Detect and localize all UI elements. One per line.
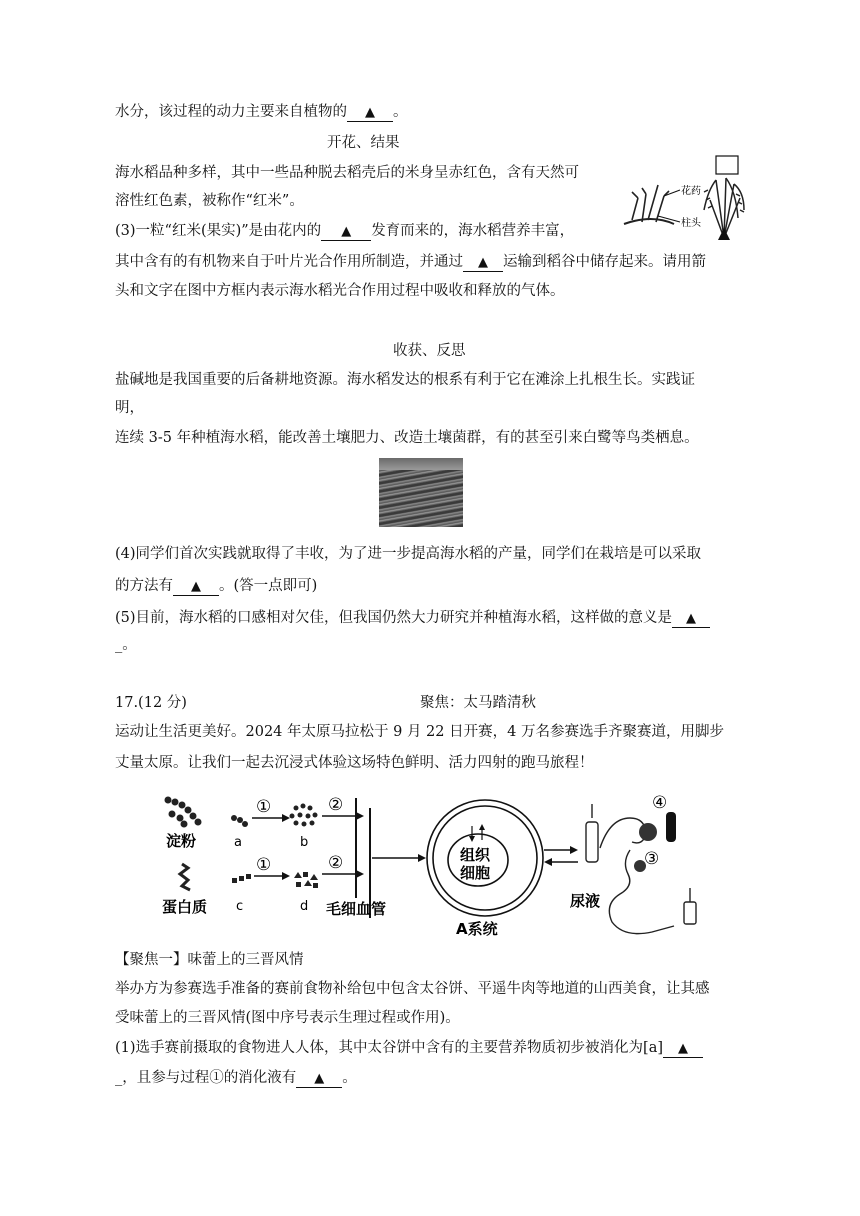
paragraph-line: 海水稻品种多样，其中一些品种脱去稻壳后的米身呈赤红色，含有天然可 [115, 165, 579, 181]
answer-blank[interactable]: ▲ [672, 610, 710, 628]
step-1-bottom: ① [256, 855, 272, 875]
triangle-mark [718, 228, 730, 240]
paragraph-line: 运动让生活更美好。2024 年太原马拉松于 9 月 22 日开赛，4 万名参赛选手齐聚赛道，用脚步 [115, 724, 724, 740]
label-d: d [300, 899, 309, 914]
tissue-label-1: 组织 [460, 846, 491, 864]
a-molecules [231, 815, 248, 827]
paragraph-line: 溶性红色素，被称作“红米”。 [115, 193, 304, 209]
starch-chain-drawing [165, 797, 202, 828]
d-molecules [294, 872, 318, 888]
question-5-line2: _。 [115, 637, 137, 653]
question-3-line3: 头和文字在图中方框内表示海水稻光合作用过程中吸收和释放的气体。 [115, 283, 565, 299]
paragraph-line: 举办方为参赛选手准备的赛前食物补给包中包含太谷饼、平遥牛肉等地道的山西美食，让其感 [115, 981, 710, 997]
digestion-diagram [160, 788, 720, 940]
paragraph-line: 丈量太原。让我们一起去沉浸式体验这场特色鲜明、活力四射的跑马旅程！ [115, 755, 594, 771]
question-17-title: 聚焦：太马踏清秋 [420, 695, 536, 711]
question-5-line1: (5)目前，海水稻的口感相对欠佳，但我国仍然大力研究并种植海水稻，这样做的意义是 ▲ [115, 608, 710, 628]
step-2-bottom: ② [328, 853, 344, 873]
rice-plant-figure [612, 150, 752, 242]
answer-blank[interactable]: ▲ [347, 104, 393, 122]
text-line-water: 水分，该过程的动力主要来自植物的 ▲ 。 [115, 104, 408, 120]
paragraph-line: 受味蕾上的三晋风情(图中序号表示生理过程或作用)。 [115, 1010, 460, 1026]
answer-blank[interactable]: ▲ [173, 578, 219, 596]
label-c: c [236, 899, 244, 914]
label-b: b [300, 835, 309, 850]
answer-blank[interactable]: ▲ [663, 1040, 703, 1058]
heading-flower-fruit: 开花、结果 [327, 135, 400, 151]
paragraph-line: 盐碱地是我国重要的后备耕地资源。海水稻发达的根系有利于它在滩涂上扎根生长。实践证 [115, 372, 695, 388]
answer-blank[interactable]: ▲ [463, 254, 503, 272]
salt-field-photo [379, 458, 463, 527]
question-4-line2: 的方法有 ▲ 。(答一点即可) [115, 578, 318, 594]
b-molecules [290, 804, 318, 827]
step-4: ④ [652, 793, 668, 813]
horizon [379, 458, 463, 470]
paragraph-line: 明， [115, 400, 144, 416]
step-2-top: ② [328, 795, 344, 815]
glomerulus [639, 823, 657, 841]
protein-chain-drawing [180, 864, 190, 890]
tissue-label-2: 细胞 [460, 864, 491, 882]
a-system-label: A系统 [456, 920, 498, 938]
label-a: a [234, 835, 242, 850]
question-3-line1: (3)一粒“红米(果实)”是由花内的 ▲ 发育而来的，海水稻营养丰富， [115, 223, 575, 239]
answer-blank[interactable]: ▲ [321, 223, 371, 241]
question-3-line2: 其中含有的有机物来自于叶片光合作用所制造，并通过 ▲ 运输到稻谷中储存起来。请用箭 [115, 254, 706, 270]
answer-box[interactable] [716, 156, 738, 174]
protein-label: 蛋白质 [162, 898, 208, 916]
paragraph-line: 连续 3-5 年种植海水稻，能改善土壤肥力、改造土壤菌群，有的甚至引来白鹭等鸟类栖息。 [115, 430, 699, 446]
capillary-label: 毛细血管 [326, 900, 387, 918]
heading-harvest: 收获、反思 [393, 343, 466, 359]
focus-1-heading: 【聚焦一】味蕾上的三晋风情 [115, 952, 304, 968]
starch-label: 淀粉 [166, 832, 197, 850]
question-1-line2: _，且参与过程①的消化液有 ▲ 。 [115, 1070, 357, 1086]
step-1-top: ① [256, 797, 272, 817]
c-molecules [232, 874, 251, 883]
answer-blank[interactable]: ▲ [296, 1070, 342, 1088]
anther-label: 花药 [681, 186, 701, 197]
vessel-block [666, 812, 676, 842]
stigma-label: 柱头 [681, 218, 701, 229]
step-3: ③ [644, 849, 660, 869]
urine-label: 尿液 [570, 892, 601, 910]
question-4-line1: (4)同学们首次实践就取得了丰收，为了进一步提高海水稻的产量，同学们在栽培是可以采取 [115, 546, 702, 562]
question-1-line1: (1)选手赛前摄取的食物进人人体，其中太谷饼中含有的主要营养物质初步被消化为[a] ▲ [115, 1038, 703, 1058]
question-17-number: 17.(12 分) [115, 695, 187, 711]
